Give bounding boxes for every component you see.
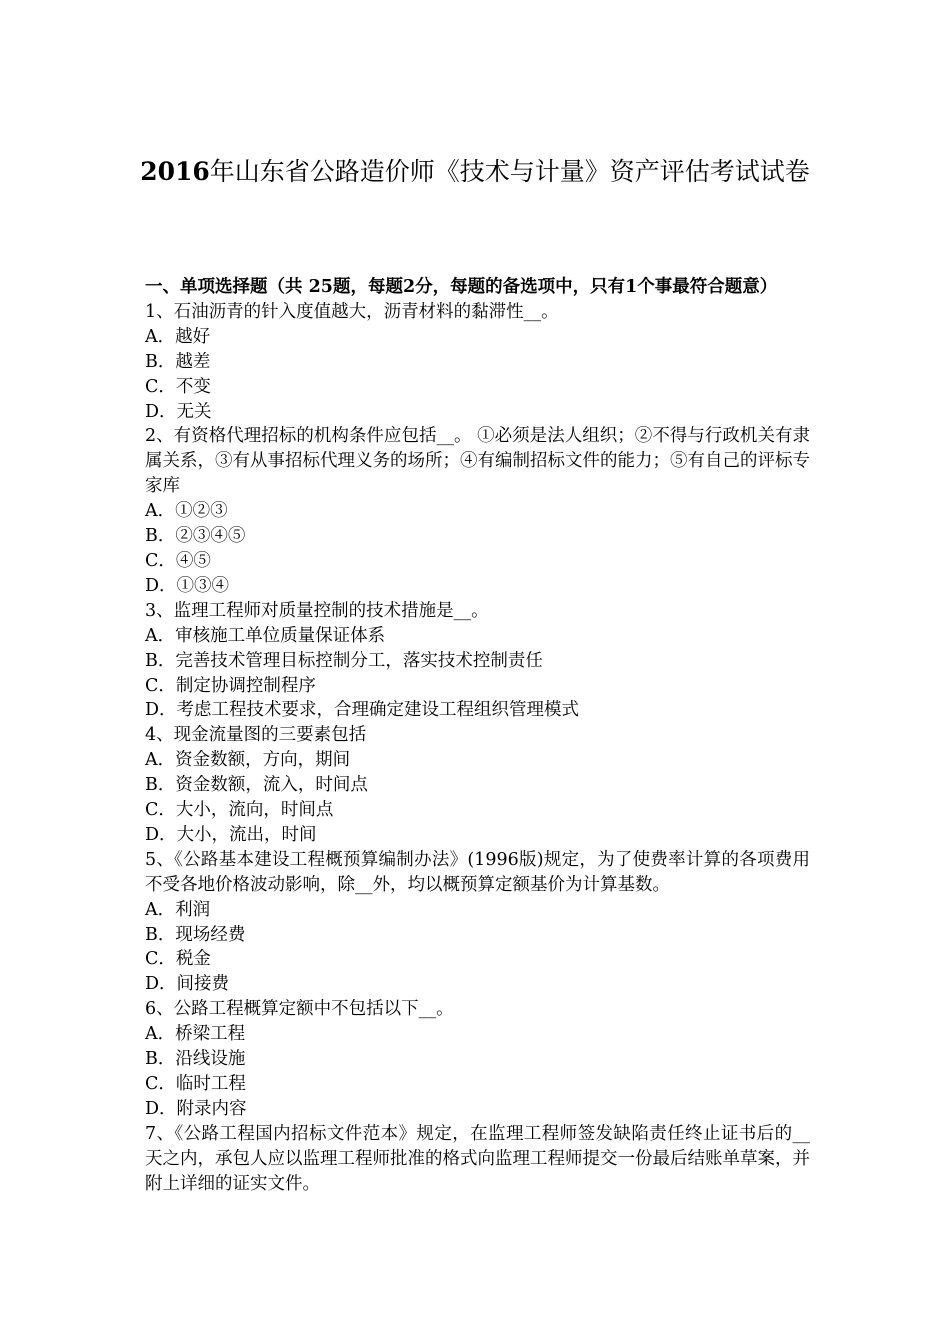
question-stem: 6、公路工程概算定额中不包括以下__。 (145, 999, 454, 1020)
title-year: 2016 (140, 157, 210, 186)
option: D．无关 (145, 401, 212, 422)
option: B．完善技术管理目标控制分工，落实技术控制责任 (145, 650, 543, 671)
option: B．现场经费 (145, 924, 246, 945)
option: C．④⑤ (145, 550, 211, 571)
option: A．越好 (145, 326, 211, 347)
option: D．附录内容 (145, 1098, 247, 1119)
option: A．①②③ (145, 501, 228, 522)
option: B．②③④⑤ (145, 526, 246, 547)
option: C．临时工程 (145, 1074, 246, 1094)
option: C．大小，流向，时间点 (145, 800, 334, 821)
option: A．桥梁工程 (145, 1024, 246, 1045)
option: B．越差 (145, 351, 211, 372)
option: C．税金 (145, 949, 211, 970)
option: A．审核施工单位质量保证体系 (145, 625, 386, 646)
question-stem: 3、监理工程师对质量控制的技术措施是__。 (145, 600, 489, 621)
question-stem: 5、《公路基本建设工程概预算编制办法》(1996版)规定，为了使费率计算的各项费用不受各地价格波动影响，除__外，均以概预算定额基价为计算基数。 (145, 849, 810, 895)
option: A．资金数额，方向，期间 (145, 750, 351, 771)
option: D．①③④ (145, 575, 230, 596)
option: A．利润 (145, 899, 211, 920)
document-title (140, 146, 810, 198)
option: D．大小，流出，时间 (145, 824, 317, 845)
question-stem: 7、《公路工程国内招标文件范本》规定，在监理工程师签发缺陷责任终止证书后的__天之内，承包人应以监理工程师批准的格式向监理工程师提交一份最后结账单草案，并附上详细的证实文件。 (145, 1123, 810, 1194)
section-heading: 一、单项选择题（共 25题，每题2分，每题的备选项中，只有1个事最符合题意） (145, 277, 778, 297)
question-stem: 4、现金流量图的三要素包括 (145, 725, 367, 746)
option: B．资金数额，流入，时间点 (145, 775, 368, 796)
option: D．间接费 (145, 974, 230, 995)
option: B．沿线设施 (145, 1049, 246, 1070)
option: D．考虑工程技术要求，合理确定建设工程组织管理模式 (145, 700, 580, 721)
question-stem: 1、石油沥青的针入度值越大，沥青材料的黏滞性__。 (145, 301, 559, 322)
question-stem: 2、有资格代理招标的机构条件应包括__。 ①必须是法人组织；②不得与行政机关有隶属关系，③有从事招标代理义务的场所；④有编制招标文件的能力；⑤有自己的评标专家库 (145, 426, 810, 497)
title-text: 年山东省公路造价师《技术与计量》资产评估考试试卷 (209, 157, 810, 186)
option: C．制定协调控制程序 (145, 675, 316, 696)
option: C．不变 (145, 376, 211, 397)
document-body (145, 275, 810, 1197)
